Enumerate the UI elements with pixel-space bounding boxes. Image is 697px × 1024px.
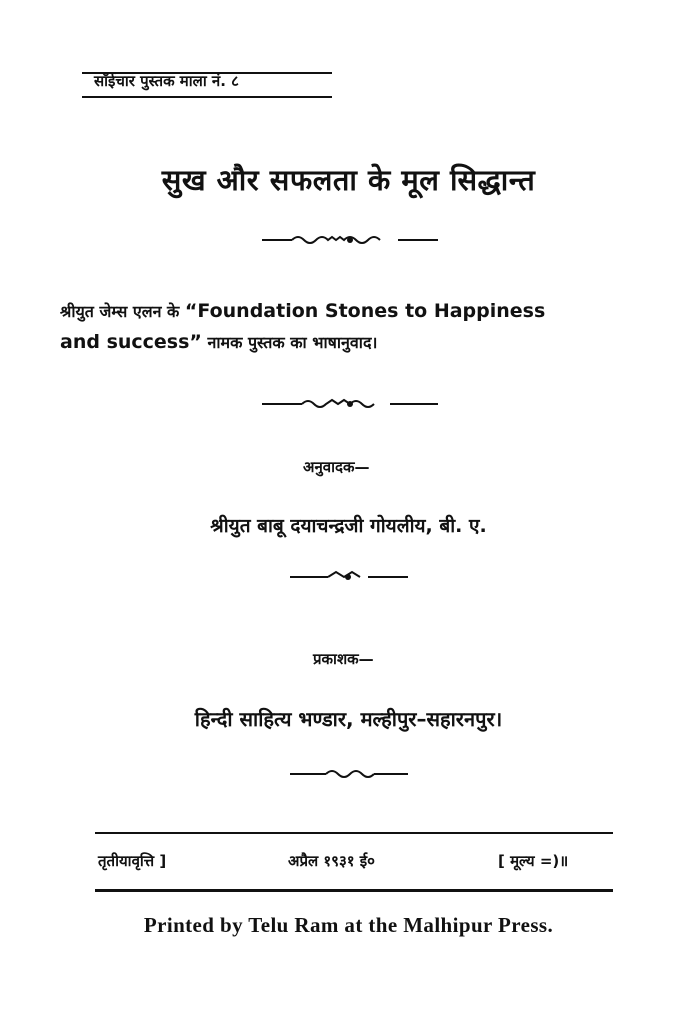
price: [ मूल्य =)॥ (498, 852, 569, 870)
ornament-divider (262, 397, 438, 411)
edition: तृतीयावृत्ति ] (98, 852, 167, 870)
publisher-name: हिन्दी साहित्य भण्डार, मल्हीपुर–सहारनपुर। (194, 707, 503, 731)
publication-date: अप्रैल १९३१ ई० (288, 852, 375, 870)
translator-label: अनुवादक— (303, 458, 370, 476)
description (60, 296, 640, 358)
ornament-divider (290, 767, 408, 781)
printer-line: Printed by Telu Ram at the Malhipur Press. (143, 913, 554, 937)
ornament-divider (262, 233, 438, 247)
description-english-title-2: and success” (60, 331, 202, 353)
book-title: सुख और सफलता के मूल सिद्धान्त (161, 163, 536, 197)
ornament-divider (290, 570, 408, 584)
description-english-title-1: “Foundation Stones to Happiness (184, 300, 546, 322)
description-prefix: श्रीयुत जेम्स एलन के (60, 302, 185, 321)
top-rule (95, 832, 613, 834)
bottom-rule (95, 889, 613, 892)
series-bottom-rule (82, 96, 332, 98)
translator-name: श्रीयुत बाबू दयाचन्द्रजी गोयलीय, बी. ए. (210, 515, 487, 537)
description-suffix: नामक पुस्तक का भाषानुवाद। (201, 333, 378, 352)
series-label: साँईचार पुस्तक माला नं. ८ (94, 72, 239, 90)
publisher-label: प्रकाशक— (313, 650, 374, 668)
description-line-2 (60, 327, 640, 358)
description-line-1 (60, 296, 640, 327)
